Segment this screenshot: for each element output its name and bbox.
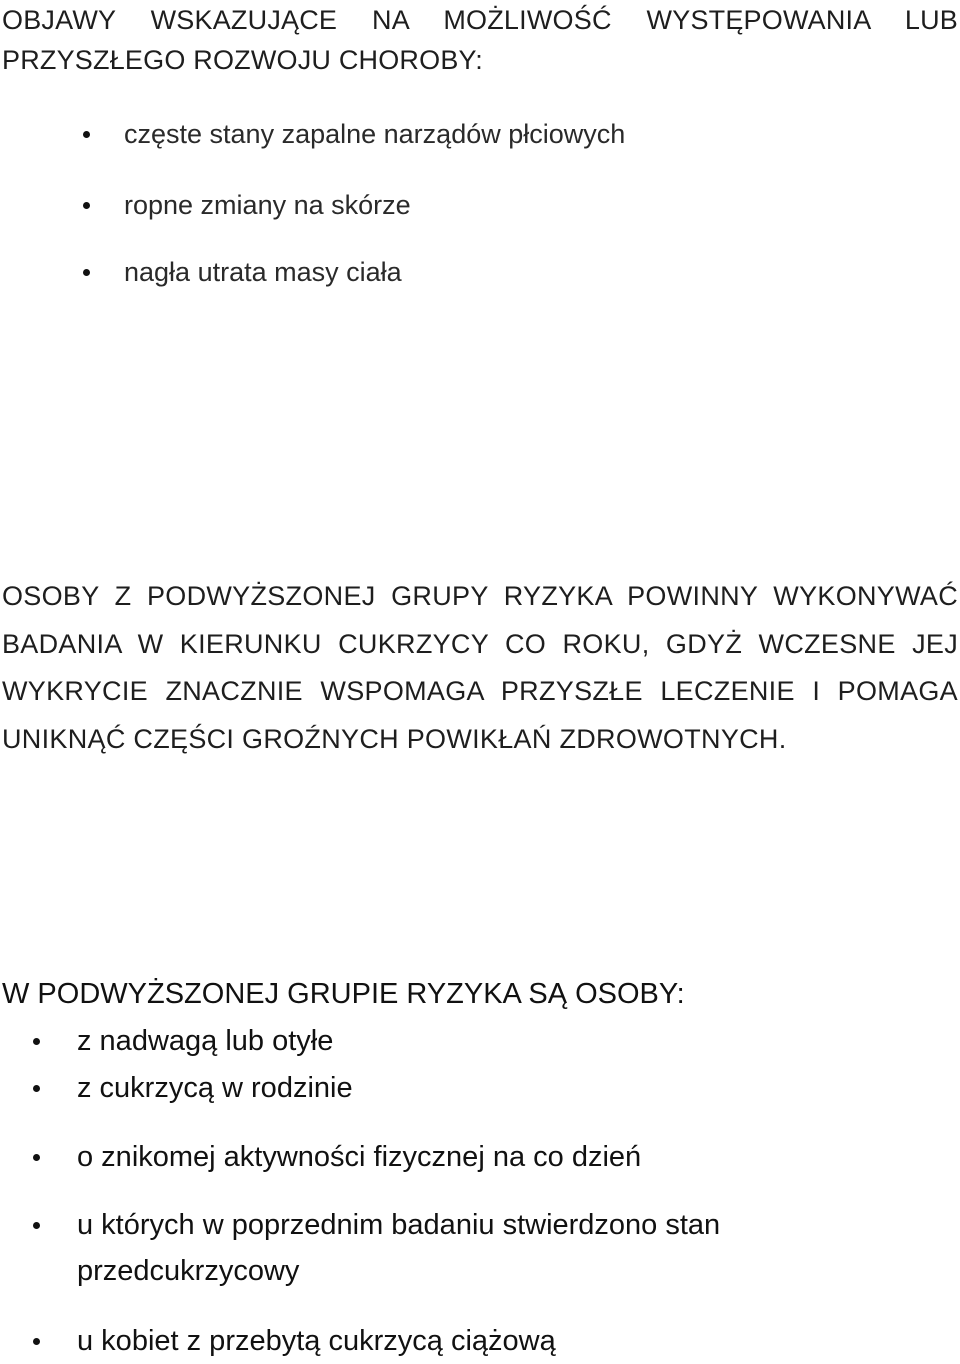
list-item-text: u których w poprzednim badaniu stwierdzono stan przedcukrzycowy [77,1209,721,1287]
list-item-text: nagła utrata masy ciała [124,257,402,287]
bullet-icon [83,131,90,138]
list-item-text: o znikomej aktywności fizycznej na co dzień [77,1141,642,1173]
risk-group-heading: W PODWYŻSZONEJ GRUPIE RYZYKA SĄ OSOBY: [2,978,685,1010]
bullet-icon [33,1222,40,1229]
list-item-text: z cukrzycą w rodzinie [77,1072,353,1104]
screening-paragraph: OSOBY Z PODWYŻSZONEJ GRUPY RYZYKA POWINNY WYKONYWAĆ BADANIA W KIERUNKU CUKRZYCY CO ROKU, GDYŻ WCZESNE JEJ WYKRYCIE ZNACZNIE WSPOMAGA PRZYSZŁE LECZENIE I POMAGA UNIKNĄĆ CZĘŚCI GROŹNYCH POWIKŁAŃ ZDROWOTNYCH. [2,581,958,754]
list-item-text: u kobiet z przebytą cukrzycą ciążową [77,1325,556,1357]
bullet-icon [33,1085,40,1092]
bullet-icon [33,1338,40,1345]
list-item-text: ropne zmiany na skórze [124,190,411,220]
bullet-icon [33,1154,40,1161]
bullet-icon [83,269,90,276]
symptoms-heading: OBJAWY WSKAZUJĄCE NA MOŻLIWOŚĆ WYSTĘPOWANIA LUB PRZYSZŁEGO ROZWOJU CHOROBY: [2,5,958,75]
bullet-icon [83,202,90,209]
list-item-text: częste stany zapalne narządów płciowych [124,119,626,149]
list-item-text: z nadwagą lub otyłe [77,1025,334,1057]
bullet-icon [33,1038,40,1045]
